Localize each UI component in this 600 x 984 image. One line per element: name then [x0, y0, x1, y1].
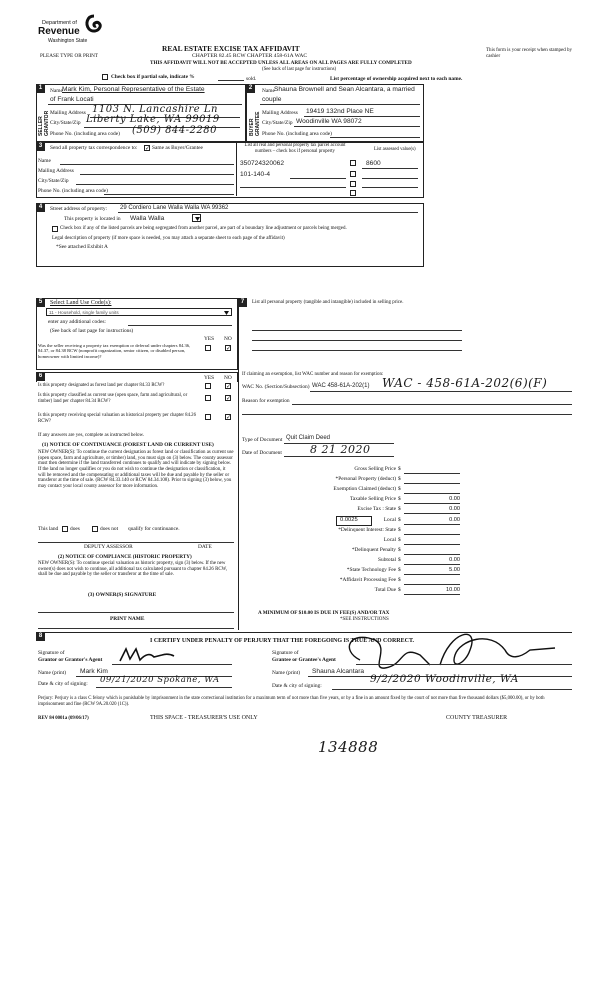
chapter-line: CHAPTER 82.45 RCW CHAPTER 458-61A WAC: [192, 53, 308, 59]
fee-row-label: *Affidavit Processing Fee: [339, 577, 396, 584]
parcel-header: List all real and personal property tax parcel account numbers – check box if personal property: [244, 143, 346, 154]
dor-logo: [38, 14, 108, 50]
fee-row-currency: $: [398, 546, 401, 553]
dept-line2: Revenue: [38, 26, 80, 37]
s5-q1-yes-checkbox[interactable]: [205, 345, 211, 351]
sold-label: sold.: [246, 76, 257, 82]
fee-row-label: Taxable Selling Price: [349, 496, 396, 503]
dept-line1: Department of: [42, 20, 77, 26]
buyer-name-2: couple: [262, 96, 282, 103]
fee-row-value: 0.00: [449, 556, 460, 563]
grantor-signature-label-2: Grantor or Grantor's Agent: [38, 657, 103, 663]
reason-label: Reason for exemption: [242, 398, 290, 404]
fee-row-label: Exemption Claimed (deduct): [333, 486, 396, 493]
fee-row-currency: $: [398, 567, 401, 573]
grantor-name-label: Name (print): [38, 670, 66, 676]
s6-q3-yes-checkbox[interactable]: [205, 414, 211, 420]
fee-row-value: 0.00: [449, 496, 460, 503]
fee-row-value: 10.00: [446, 587, 460, 594]
grantee-date: 9/2/2020 Woodinville, WA: [370, 673, 519, 685]
rev-number: REV 84 0001a (09/06/17): [38, 716, 89, 721]
buyer-name: Shauna Brownell and Sean Alcantara, a married: [274, 86, 415, 93]
additional-codes-label: enter any additional codes:: [48, 319, 106, 325]
exemption-claim-label: If claiming an exemption, list WAC number and reason for exemption:: [242, 372, 384, 377]
s5-see-back: (See back of last page for instructions): [50, 328, 134, 334]
grantee-signature-label-2: Grantee or Grantee's Agent: [272, 657, 336, 663]
fee-row-value: 5.00: [449, 567, 460, 573]
fee-row-currency: $: [398, 486, 401, 493]
grantor-date-label: Date & city of signing:: [38, 681, 88, 687]
doc-date: 8 21 2020: [310, 443, 371, 456]
section-6-number: 6: [36, 372, 45, 381]
buyer-phone-label: Phone No. (including area code): [262, 131, 332, 137]
s6-q1-yes-checkbox[interactable]: [205, 383, 211, 389]
fee-row-currency: $: [398, 536, 401, 543]
fee-row-currency: $: [398, 496, 401, 503]
s5-q1-no-checkbox[interactable]: ✓: [226, 345, 232, 352]
wac-handwritten: WAC - 458-61A-202(6)(F): [382, 376, 548, 390]
same-as-buyer-checkbox[interactable]: ✓: [145, 145, 151, 152]
not-accepted-line: THIS AFFIDAVIT WILL NOT BE ACCEPTED UNLESS ALL AREAS ON ALL PAGES ARE FULLY COMPLETED: [150, 60, 412, 66]
owner-signature-label: (3) OWNER(S) SIGNATURE: [88, 592, 157, 598]
section-5-number: 5: [36, 298, 45, 307]
form-title: REAL ESTATE EXCISE TAX AFFIDAVIT: [162, 44, 300, 53]
please-type: PLEASE TYPE OR PRINT: [40, 53, 98, 59]
land-does-not-checkbox[interactable]: [92, 526, 98, 532]
doc-type: Quit Claim Deed: [286, 435, 331, 441]
parcel-4-personal-checkbox[interactable]: [350, 190, 356, 196]
seller-name-2: of Frank Locati: [50, 96, 94, 103]
fee-row-label: *Personal Property (deduct): [335, 476, 396, 483]
grantee-signature-label-1: Signature of: [272, 650, 299, 656]
notice2-title: (2) NOTICE OF COMPLIANCE (HISTORIC PROPERTY): [58, 554, 192, 560]
assessed-header: List assessed value(s): [374, 147, 416, 152]
s5-yes: YES: [204, 336, 215, 342]
grantor-signature-label-1: Signature of: [38, 650, 65, 656]
seller-name: Mark Kim, Personal Representative of the Estate: [62, 86, 205, 93]
fee-row-label: Local: [383, 516, 396, 523]
s3-name-label: Name: [38, 158, 51, 164]
section-3-number: 3: [36, 142, 45, 151]
grantor-name: Mark Kim: [80, 668, 108, 675]
located-label: This property is located in: [64, 216, 121, 222]
grantee-signature: [330, 620, 560, 680]
certify-statement: I CERTIFY UNDER PENALTY OF PERJURY THAT THE FOREGOING IS TRUE AND CORRECT.: [150, 638, 415, 644]
s6-if-any: If any answers are yes, complete as instructed below.: [38, 433, 145, 438]
parcel-2: 101-140-4: [240, 171, 271, 178]
seller-city: Liberty Lake, WA 99019: [86, 114, 220, 125]
seller-name-label: Name: [50, 88, 63, 94]
fee-row-currency: $: [398, 577, 401, 584]
fee-row-label: Gross Selling Price: [354, 466, 396, 472]
does-not-label: does not: [100, 526, 119, 532]
s6-yes: YES: [204, 375, 215, 381]
grantee-name: Shauna Alcantara: [312, 668, 365, 675]
fee-row-label: *State Technology Fee: [346, 567, 396, 573]
list-percentage-note: List percentage of ownership acquired next to each name.: [330, 76, 463, 82]
fee-row-label: Local: [383, 536, 396, 543]
fee-row-label: *Delinquent Interest: State: [338, 526, 396, 533]
seller-phone-label: Phone No. (including area code): [50, 131, 120, 137]
send-correspondence-label: Send all property tax correspondence to:: [50, 145, 138, 151]
parcel-1: 350724320062: [240, 160, 285, 167]
county-treasurer: COUNTY TREASURER: [446, 715, 508, 721]
does-label: does: [70, 526, 80, 532]
wac-label: WAC No. (Section/Subsection): [242, 384, 310, 390]
deputy-date-label: DATE: [198, 544, 212, 550]
county-dropdown[interactable]: [192, 214, 201, 222]
wac-value: WAC 458-61A-202(1): [312, 383, 370, 389]
dropdown-arrow-icon: [223, 310, 230, 316]
s3-mailing-label: Mailing Address: [38, 168, 74, 174]
dropdown-arrow-icon: [194, 216, 201, 222]
fee-row-currency: $: [398, 526, 401, 533]
land-use-dropdown[interactable]: [46, 308, 232, 316]
fee-row-currency: $: [398, 516, 401, 523]
fee-row-label: Excise Tax : State: [357, 506, 396, 513]
seller-mailing: 1103 N. Lancashire Ln: [92, 104, 218, 115]
qualify-label: qualify for continuance.: [128, 526, 180, 532]
parcel-3-personal-checkbox[interactable]: [350, 181, 356, 187]
s5-question: Was the seller receiving a property tax exemption or deferral under chapters 84.36, 84.37, or 84.38 RCW (nonprofit organization, senior citizen, or disabled person, homeowner with limited income)?: [38, 343, 191, 359]
buyer-city: Woodinville WA 98072: [296, 118, 362, 125]
buyer-mailing: 19419 132nd Place NE: [306, 108, 374, 115]
fee-row-label: Total Due: [374, 587, 396, 594]
grantor-signature: [118, 645, 178, 665]
stamp-number: 134888: [318, 738, 379, 756]
see-exhibit: *See attached Exhibit A: [56, 244, 108, 250]
fee-row-currency: $: [398, 556, 401, 563]
land-does-checkbox[interactable]: [62, 526, 68, 532]
section-7-number: 7: [238, 298, 247, 307]
treasurer-use-only: THIS SPACE - TREASURER'S USE ONLY: [150, 715, 258, 721]
fee-row-currency: $: [398, 506, 401, 513]
s6-q2-yes-checkbox[interactable]: [205, 395, 211, 401]
fee-row-label: Subtotal: [378, 556, 396, 563]
s6-q3-no-checkbox[interactable]: ✓: [226, 414, 232, 421]
fee-row-currency: $: [398, 476, 401, 483]
located-county: Walla Walla: [130, 215, 165, 222]
buyer-mailing-label: Mailing Address: [262, 110, 298, 116]
s3-city-label: City/State/Zip: [38, 178, 69, 184]
deputy-assessor-label: DEPUTY ASSESSOR: [84, 544, 133, 550]
notice2-body: NEW OWNER(S): To continue special valuation as historic property, sign (3) below. If the new owner(s) does not wish to continue, all additional tax calculated pursuant to chapter 84.26 RCW, shall be due and payable by the seller or transferor at the time of sale.: [38, 561, 228, 578]
s6-no: NO: [224, 375, 232, 381]
local-rate-value: 0.0025: [340, 517, 358, 523]
segregated-label: Check box if any of the listed parcels are being segregated from another parcel, are part of a boundary line adjustment or parcels being merged.: [60, 226, 347, 231]
seller-phone: (509) 844-2280: [132, 125, 217, 136]
fee-row-currency: $: [398, 587, 401, 594]
buyer-tag: BUYER GRANTEE: [249, 111, 261, 136]
buyer-city-label: City/State/Zip: [262, 120, 293, 126]
seller-mailing-label: Mailing Address: [50, 110, 86, 116]
doc-date-label: Date of Document: [242, 450, 282, 456]
s5-no: NO: [224, 336, 232, 342]
print-name-label: PRINT NAME: [110, 616, 145, 622]
grantor-date: 09/21/2020 Spokane, WA: [100, 675, 220, 685]
seller-tag: SELLER GRANTOR: [38, 110, 50, 136]
s6-q1-no-checkbox[interactable]: ✓: [226, 383, 232, 390]
fee-row-value: 0.00: [449, 516, 460, 523]
parcel-2-personal-checkbox[interactable]: [350, 171, 356, 177]
notice1-body: NEW OWNER(S): To continue the current designation as forest land or classification as current use (open space, farm and agriculture, or timber) land, you must sign on (3) below. The county assessor must then determine if the land transferred continues to qualify and will indicate by signing below. If the land no longer qualifies or you do not wish to continue the designation or classification, it will be removed and the compensating or additional taxes will be due and payable by the seller or transferor at the time of sale. (RCW 84.33.140 or RCW 84.34.108). Prior to signing (3) below, you may contact your local county assessor for more information.: [38, 450, 234, 489]
assessed-1: 8600: [366, 160, 381, 167]
fee-row-value: 0.00: [449, 506, 460, 513]
local-rate-field[interactable]: [336, 516, 372, 526]
section-8-number: 8: [36, 632, 45, 641]
street-address: 29 Cordiero Lane Walla Walla WA 99362: [120, 205, 229, 211]
section-1-number: 1: [36, 84, 45, 93]
parcel-1-personal-checkbox[interactable]: [350, 160, 356, 166]
dor-swirl-icon: [84, 14, 104, 36]
street-label: Street address of property:: [50, 206, 108, 212]
see-instructions: *SEE INSTRUCTIONS: [340, 617, 389, 622]
personal-property-label: List all personal property (tangible and intangible) included in selling price.: [252, 300, 404, 305]
segregated-checkbox[interactable]: [52, 226, 58, 232]
section-2-number: 2: [246, 84, 255, 93]
legal-description-label: Legal description of property (if more space is needed, you may attach a separate sheet to each page of the affidavit): [52, 236, 285, 241]
fee-row-label: *Delinquent Penalty: [351, 546, 396, 553]
partial-sale-label: Check box if partial sale, indicate %: [111, 74, 195, 80]
this-land-label: This land: [38, 526, 59, 532]
land-use-value: 11 - Household, single family units: [49, 309, 119, 315]
partial-sale-checkbox[interactable]: [102, 74, 108, 80]
perjury-notice: Perjury: Perjury is a class C felony which is punishable by imprisonment in the state correctional institution for a maximum term of not more than five years, or by a fine in an amount fixed by the court of not more than five thousand dollars ($5,000.00), or by both imprisonment and fine (RCW 9A.20.020 (1C)).: [38, 696, 545, 707]
notice1-title: (1) NOTICE OF CONTINUANCE (FOREST LAND OR CURRENT USE): [42, 442, 214, 448]
seller-city-label: City/State/Zip: [50, 120, 81, 126]
section-4-number: 4: [36, 203, 45, 212]
partial-percent-line: [218, 80, 244, 81]
s6-q3: Is this property receiving special valuation as historical property per chapter 84.26 RCW?: [38, 413, 196, 424]
grantee-date-label: Date & city of signing:: [272, 683, 322, 689]
s6-q2: Is this property classified as current use (open space, farm and agricultural, or timber) land per chapter 84.34 RCW?: [38, 393, 188, 404]
grantee-name-label: Name (print): [272, 670, 300, 676]
doc-type-label: Type of Document: [242, 437, 283, 443]
same-as-buyer-label: Same as Buyer/Grantee: [152, 145, 203, 151]
receipt-note: This form is your receipt when stamped by cashier: [486, 48, 572, 59]
see-back-line: (See back of last page for instructions): [262, 67, 337, 72]
s3-phone-label: Phone No. (including area code): [38, 188, 108, 194]
dept-line3: Washington State: [48, 38, 88, 44]
fee-row-currency: $: [398, 466, 401, 472]
s6-q1: Is this property designated as forest land per chapter 84.33 RCW?: [38, 383, 165, 388]
land-use-label: Select Land Use Code(s):: [50, 300, 112, 306]
minimum-note: A MINIMUM OF $10.00 IS DUE IN FEE(S) AND/OR TAX: [258, 610, 390, 616]
buyer-name-label: Name: [262, 88, 275, 94]
s6-q2-no-checkbox[interactable]: ✓: [226, 395, 232, 402]
